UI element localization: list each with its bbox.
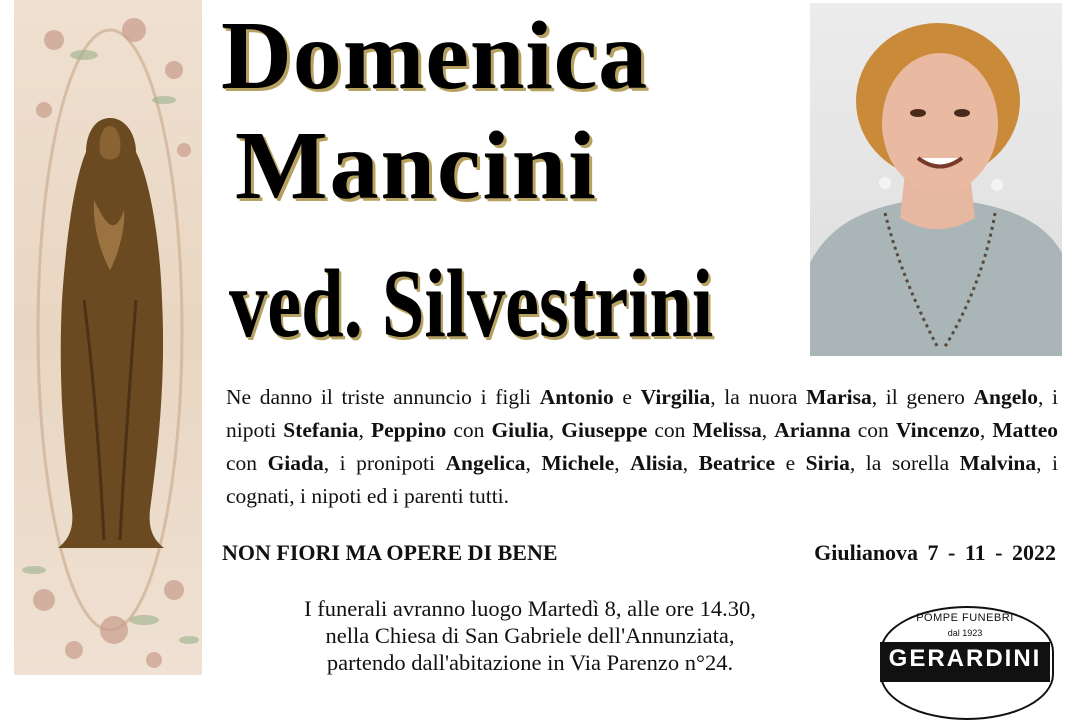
announcement-segment: , il genero bbox=[871, 385, 974, 409]
logo-brand: GERARDINI bbox=[880, 642, 1050, 682]
funeral-line-2: nella Chiesa di San Gabriele dell'Annunziata, bbox=[325, 623, 735, 648]
announcement-name: Giada bbox=[267, 451, 324, 475]
announcement-segment: , bbox=[548, 418, 562, 442]
announcement-name: Peppino bbox=[370, 418, 447, 442]
announcement-segment: con bbox=[446, 418, 492, 442]
announcement-text bbox=[226, 381, 1058, 513]
announcement-segment: , bbox=[682, 451, 699, 475]
madonna-panel bbox=[14, 0, 202, 675]
announcement-segment: e bbox=[775, 451, 806, 475]
announcement-name: Giulia bbox=[491, 418, 549, 442]
widow-of-name: ved. Silvestrini bbox=[229, 250, 714, 358]
announcement-name: Angelica bbox=[445, 451, 526, 475]
announcement-segment: , i cognati, i nipoti ed i parenti tutti. bbox=[226, 451, 1059, 508]
announcement-segment: con bbox=[226, 451, 268, 475]
logo-top-text: POMPE FUNEBRI bbox=[916, 612, 1014, 624]
portrait-photo bbox=[810, 3, 1062, 356]
announcement-segment: , bbox=[525, 451, 542, 475]
announcement-segment: , bbox=[358, 418, 371, 442]
announcement-segment: , i pronipoti bbox=[323, 451, 446, 475]
announcement-name: Melissa bbox=[692, 418, 762, 442]
announcement-segment: e bbox=[613, 385, 641, 409]
announcement-segment: , bbox=[761, 418, 775, 442]
logo-year: dal 1923 bbox=[947, 628, 983, 638]
portrait-image bbox=[810, 3, 1062, 356]
no-flowers-note: NON FIORI MA OPERE DI BENE bbox=[222, 540, 558, 565]
announcement-name: Stefania bbox=[283, 418, 359, 442]
announcement-segment: Ne danno il triste annuncio i figli bbox=[226, 385, 540, 409]
announcement-segment: , i nipoti bbox=[226, 385, 1059, 442]
announcement-name: Arianna bbox=[774, 418, 851, 442]
funeral-home-logo bbox=[870, 606, 1060, 686]
announcement-name: Vincenzo bbox=[895, 418, 980, 442]
announcement-name: Angelo bbox=[973, 385, 1039, 409]
announcement-name: Giuseppe bbox=[561, 418, 648, 442]
announcement-segment: con bbox=[647, 418, 693, 442]
announcement-name: Marisa bbox=[806, 385, 872, 409]
madonna-statue-image bbox=[14, 0, 202, 675]
funeral-line-1: I funerali avranno luogo Martedì 8, alle ore 14.30, bbox=[304, 596, 756, 621]
announcement-segment: , bbox=[614, 451, 631, 475]
announcement-name: Alisia bbox=[630, 451, 683, 475]
announcement-name: Virgilia bbox=[640, 385, 711, 409]
announcement-name: Beatrice bbox=[698, 451, 776, 475]
place-date: Giulianova 7 - 11 - 2022 bbox=[814, 540, 1056, 565]
announcement-segment: , la sorella bbox=[849, 451, 960, 475]
announcement-name: Michele bbox=[541, 451, 615, 475]
announcement-segment: , la nuora bbox=[710, 385, 807, 409]
announcement-name: Siria bbox=[805, 451, 850, 475]
first-name: Domenica bbox=[221, 2, 649, 110]
announcement-segment: con bbox=[850, 418, 896, 442]
funeral-info bbox=[210, 595, 850, 676]
announcement-name: Malvina bbox=[959, 451, 1037, 475]
announcement-name: Matteo bbox=[992, 418, 1058, 442]
last-name: Mancini bbox=[235, 112, 598, 220]
funeral-line-3: partendo dall'abitazione in Via Parenzo n°24. bbox=[326, 650, 734, 675]
announcement-segment: , bbox=[979, 418, 993, 442]
announcement-name: Antonio bbox=[539, 385, 614, 409]
